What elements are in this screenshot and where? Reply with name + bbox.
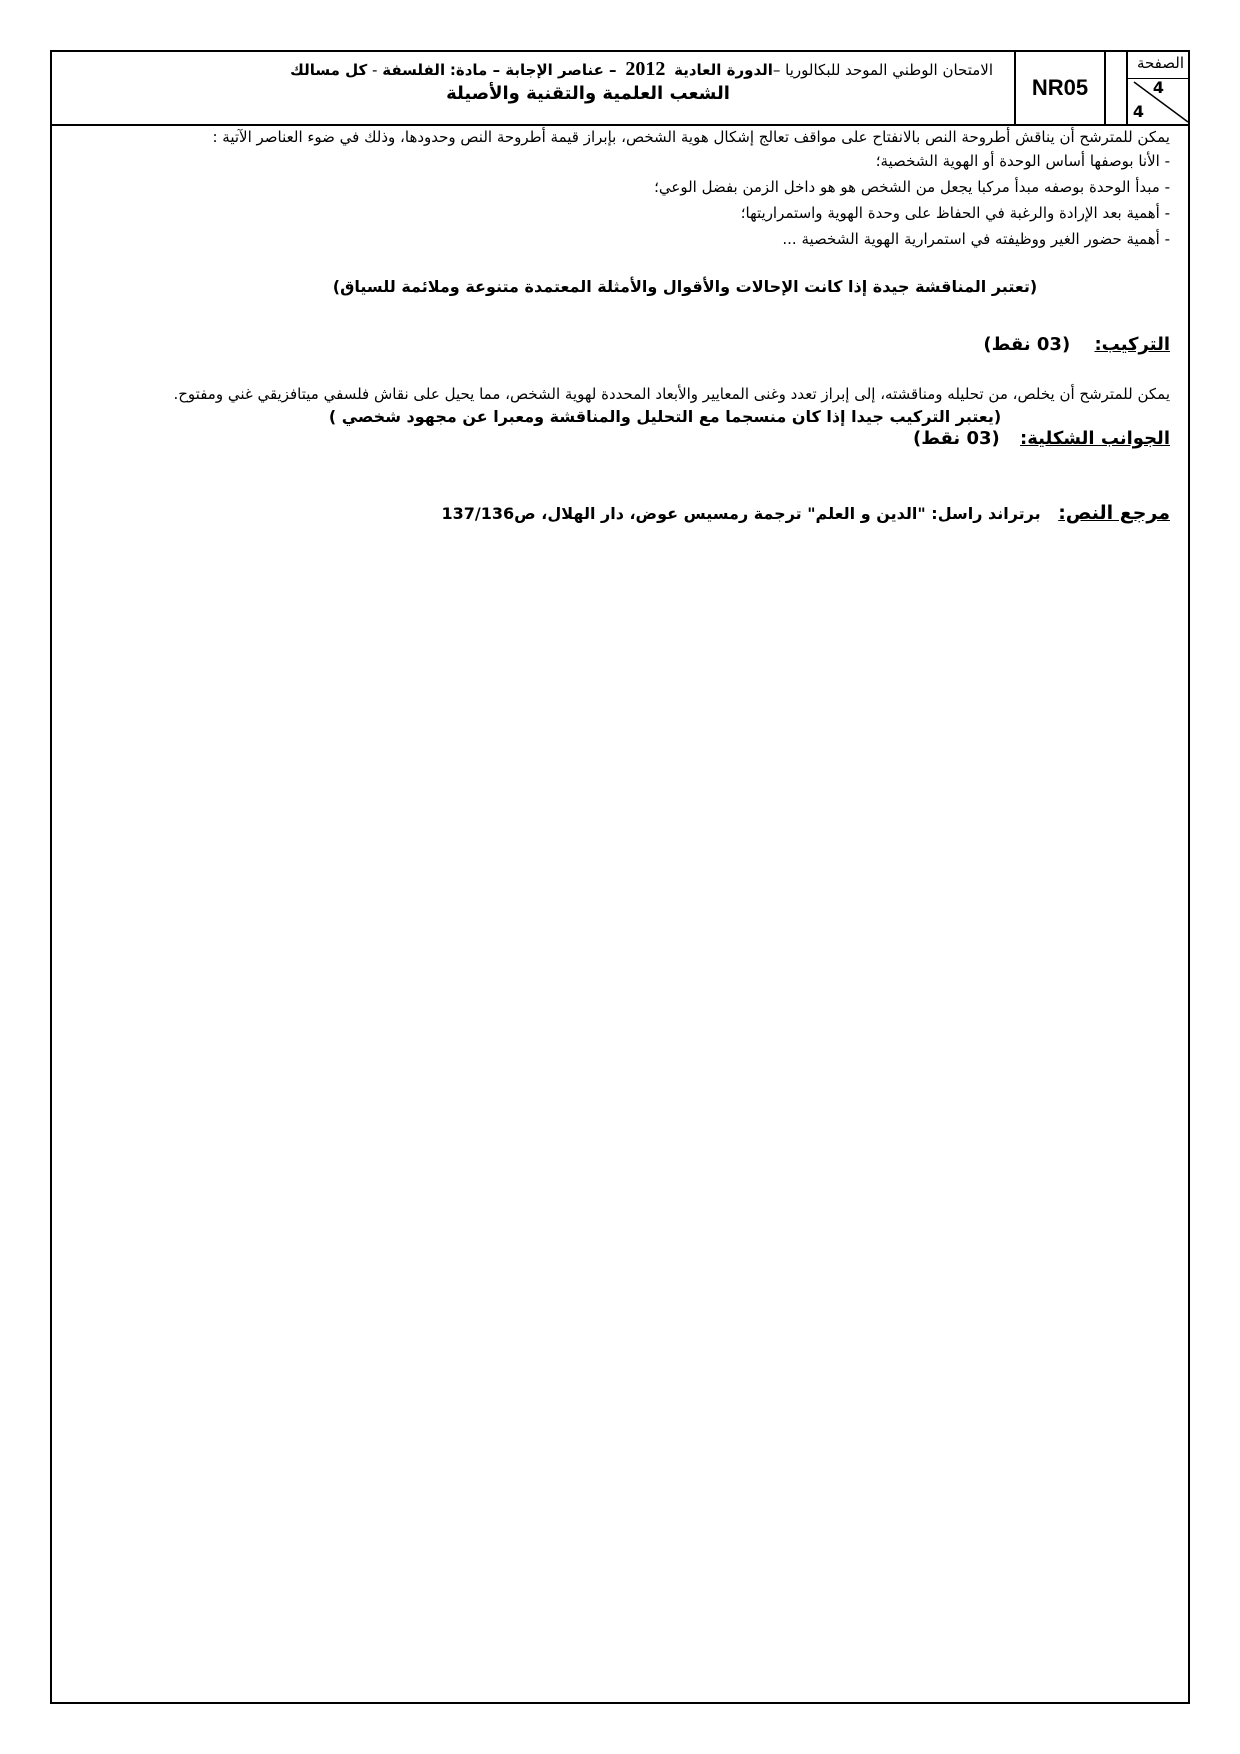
synthesis-heading <box>80 334 1170 356</box>
header-line-2: الشعب العلمية والتقنية والأصيلة <box>446 83 730 104</box>
page-number: 4 <box>1152 78 1164 97</box>
header-prefix: الامتحان الوطني الموحد للبكالوريا – <box>772 61 993 79</box>
list-item: - أهمية حضور الغير ووظيفته في استمرارية الهوية الشخصية ... <box>782 230 1170 248</box>
exam-code: NR05 <box>1014 52 1106 124</box>
header-session: الدورة العادية <box>674 61 773 79</box>
page-indicator <box>1126 52 1188 124</box>
header-middle: – عناصر الإجابة – مادة: <box>449 61 617 79</box>
list-item: - مبدأ الوحدة بوصفه مبدأ مركبا يجعل من الشخص هو هو داخل الزمن بفضل الوعي؛ <box>654 178 1170 196</box>
header-sep: - <box>372 61 378 79</box>
header-tracks-all: كل مسالك <box>290 61 368 79</box>
formal-heading <box>80 428 1170 450</box>
answer-content <box>80 126 1170 525</box>
reference-label: مرجع النص: <box>1058 502 1170 524</box>
reference-text: برتراند راسل: "الدين و العلم" ترجمة رمسيس عوض، دار الهلال، ص137/136 <box>441 504 1041 523</box>
synthesis-text: يمكن للمترشح أن يخلص، من تحليله ومناقشته، إلى إبراز تعدد وغنى المعايير والأبعاد المحددة لهوية الشخص، مما يحيل على نقاش فلسفي ميتافزيقي غني ومفتوح. <box>173 385 1170 403</box>
synthesis-points: (03 نقط) <box>983 334 1071 355</box>
synthesis-note: (يعتبر التركيب جيدا إذا كان منسجما مع التحليل والمناقشة ومعبرا عن مجهود شخصي ) <box>328 407 1002 426</box>
header-title-block <box>63 58 993 104</box>
formal-title: الجوانب الشكلية: <box>1020 428 1170 449</box>
page-total: 4 <box>1132 102 1144 121</box>
discussion-note: (تعتبر المناقشة جيدة إذا كانت الإحالات والأقوال والأمثلة المعتمدة متنوعة وملائمة للسياق) <box>332 277 1038 296</box>
header-line-1 <box>63 58 993 81</box>
synthesis-title: التركيب: <box>1094 334 1170 355</box>
text-reference <box>80 502 1170 525</box>
exam-header <box>52 52 1188 126</box>
discussion-intro: يمكن للمترشح أن يناقش أطروحة النص بالانفتاح على مواقف تعالج إشكال هوية الشخص، بإبراز قيمة أطروحة النص وحدودها، وذلك في ضوء العناصر الآتية : <box>212 128 1170 146</box>
discussion-items <box>80 148 1170 252</box>
header-subject: الفلسفة <box>382 61 446 79</box>
list-item: - أهمية بعد الإرادة والرغبة في الحفاظ على وحدة الهوية واستمراريتها؛ <box>740 204 1170 222</box>
list-item: - الأنا بوصفها أساس الوحدة أو الهوية الشخصية؛ <box>875 152 1170 170</box>
page-word: الصفحة <box>1136 54 1184 72</box>
header-year: 2012 <box>625 58 666 80</box>
formal-points: (03 نقط) <box>912 428 1000 449</box>
